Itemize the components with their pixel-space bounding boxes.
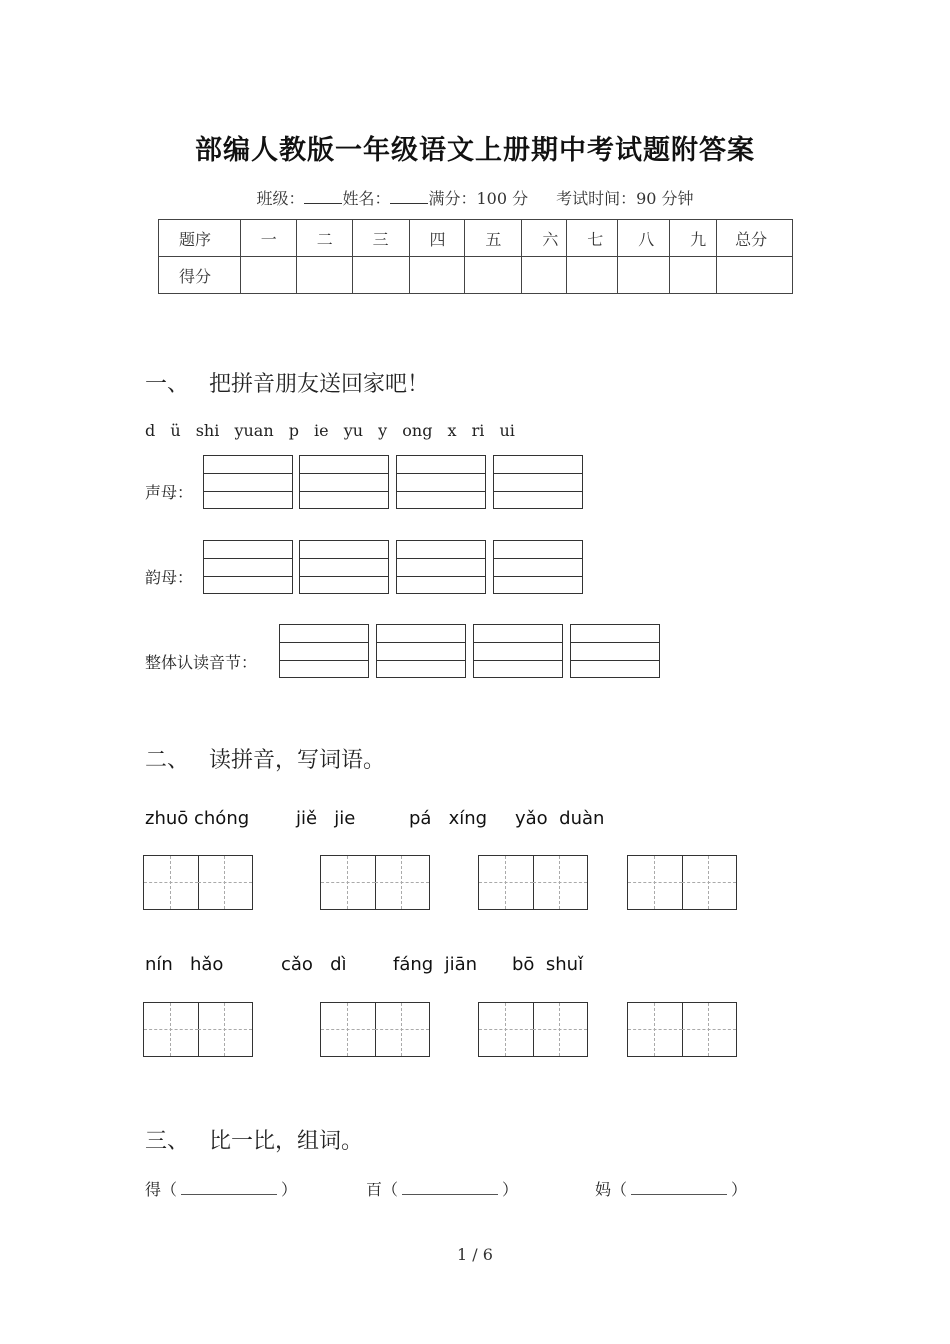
section2-heading bbox=[145, 743, 385, 774]
exam-info-line bbox=[0, 186, 950, 209]
class-label: 班级： bbox=[256, 189, 305, 208]
score-cell[interactable] bbox=[465, 257, 522, 294]
yunmu-label: 韵母： bbox=[145, 568, 194, 587]
pinyin-word: jiě jie bbox=[296, 808, 356, 829]
compare-word-item: 得（ ） bbox=[145, 1180, 298, 1199]
pinyin-word: cǎo dì bbox=[281, 954, 347, 975]
tianzi-grid-pair[interactable] bbox=[143, 855, 253, 910]
pinyin-word: yǎo duàn bbox=[515, 808, 605, 829]
table-header-cell: 六 bbox=[522, 220, 567, 257]
writing-line-box[interactable] bbox=[376, 624, 466, 678]
score-cell[interactable] bbox=[296, 257, 352, 294]
score-cell[interactable] bbox=[240, 257, 296, 294]
score-cell[interactable] bbox=[352, 257, 409, 294]
section1-title: 把拼音朋友送回家吧！ bbox=[209, 372, 430, 397]
tianzi-grid-pair[interactable] bbox=[320, 1002, 430, 1057]
score-table-header-row bbox=[159, 220, 793, 257]
score-cell[interactable] bbox=[522, 257, 567, 294]
section2-number: 二、 bbox=[145, 748, 190, 773]
compare-char: 得 bbox=[145, 1180, 162, 1199]
table-header-cell: 九 bbox=[670, 220, 717, 257]
tianzi-grid-pair[interactable] bbox=[627, 1002, 737, 1057]
score-table bbox=[158, 219, 793, 294]
score-cell[interactable] bbox=[717, 257, 793, 294]
section3-title: 比一比，组词。 bbox=[209, 1129, 364, 1154]
section1-heading bbox=[145, 367, 429, 398]
class-blank[interactable] bbox=[304, 189, 342, 204]
pinyin-letter-list: d ü shi yuan p ie yu y ong x ri ui bbox=[145, 421, 515, 440]
shengmu-label: 声母： bbox=[145, 483, 194, 502]
answer-blank[interactable] bbox=[631, 1181, 727, 1195]
page-number: 1 / 6 bbox=[457, 1245, 493, 1264]
table-header-cell: 八 bbox=[618, 220, 670, 257]
tianzi-grid-pair[interactable] bbox=[143, 1002, 253, 1057]
writing-line-box[interactable] bbox=[570, 624, 660, 678]
full-score: 满分：100 分 bbox=[428, 189, 529, 208]
compare-word-item: 百（ ） bbox=[366, 1180, 519, 1199]
writing-line-box[interactable] bbox=[473, 624, 563, 678]
name-blank[interactable] bbox=[390, 189, 428, 204]
tianzi-grid-pair[interactable] bbox=[478, 855, 588, 910]
table-header-cell: 题序 bbox=[159, 220, 241, 257]
score-row-label: 得分 bbox=[159, 257, 241, 294]
zhengti-label: 整体认读音节： bbox=[145, 653, 258, 672]
writing-line-box[interactable] bbox=[396, 455, 486, 509]
writing-line-box[interactable] bbox=[493, 540, 583, 594]
compare-char: 百 bbox=[366, 1180, 383, 1199]
tianzi-grid-pair[interactable] bbox=[627, 855, 737, 910]
name-label: 姓名： bbox=[342, 189, 391, 208]
score-cell[interactable] bbox=[670, 257, 717, 294]
section3-number: 三、 bbox=[145, 1129, 190, 1154]
compare-char: 妈 bbox=[595, 1180, 612, 1199]
pinyin-word: nín hǎo bbox=[145, 954, 224, 975]
pinyin-word: fáng jiān bbox=[393, 954, 478, 975]
section1-number: 一、 bbox=[145, 372, 190, 397]
score-table-score-row bbox=[159, 257, 793, 294]
tianzi-grid-pair[interactable] bbox=[478, 1002, 588, 1057]
writing-line-box[interactable] bbox=[299, 455, 389, 509]
section2-title: 读拼音，写词语。 bbox=[209, 748, 386, 773]
page-title: 部编人教版一年级语文上册期中考试题附答案 bbox=[195, 135, 755, 166]
score-cell[interactable] bbox=[567, 257, 618, 294]
writing-line-box[interactable] bbox=[279, 624, 369, 678]
score-cell[interactable] bbox=[409, 257, 465, 294]
table-header-cell: 总分 bbox=[717, 220, 793, 257]
writing-line-box[interactable] bbox=[396, 540, 486, 594]
pinyin-word: bō shuǐ bbox=[512, 954, 584, 975]
score-cell[interactable] bbox=[618, 257, 670, 294]
writing-line-box[interactable] bbox=[203, 540, 293, 594]
table-header-cell: 七 bbox=[567, 220, 618, 257]
table-header-cell: 五 bbox=[465, 220, 522, 257]
table-header-cell: 二 bbox=[296, 220, 352, 257]
exam-time: 考试时间：90 分钟 bbox=[556, 189, 694, 208]
pinyin-word: pá xíng bbox=[409, 808, 488, 829]
writing-line-box[interactable] bbox=[299, 540, 389, 594]
compare-word-item: 妈（ ） bbox=[595, 1180, 748, 1199]
writing-line-box[interactable] bbox=[203, 455, 293, 509]
table-header-cell: 四 bbox=[409, 220, 465, 257]
writing-line-box[interactable] bbox=[493, 455, 583, 509]
answer-blank[interactable] bbox=[181, 1181, 277, 1195]
pinyin-word: zhuō chóng bbox=[145, 808, 250, 829]
table-header-cell: 三 bbox=[352, 220, 409, 257]
tianzi-grid-pair[interactable] bbox=[320, 855, 430, 910]
answer-blank[interactable] bbox=[402, 1181, 498, 1195]
table-header-cell: 一 bbox=[240, 220, 296, 257]
section3-heading bbox=[145, 1124, 363, 1155]
